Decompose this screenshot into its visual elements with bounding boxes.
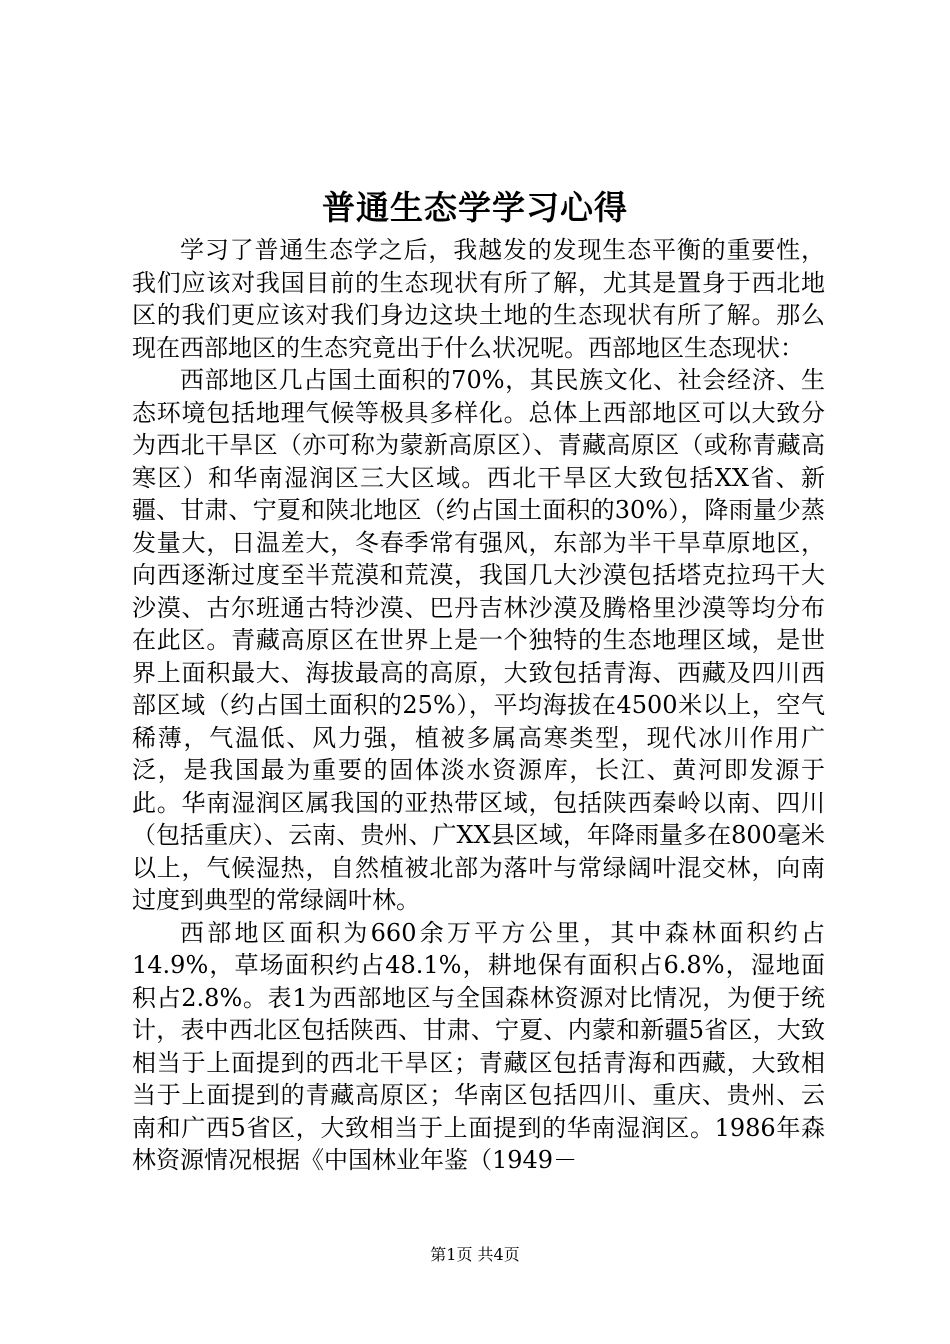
paragraph-land-area: 西部地区面积为660余万平方公里，其中森林面积约占14.9%，草场面积约占48.1%，耕地保有面积占6.8%，湿地面积占2.8%。表1为西部地区与全国森林资源对比情况，为便于统计，表中西北区包括陕西、甘肃、宁夏、内蒙和新疆5省区，大致相当于上面提到的西北干旱区；青藏区包括青海和西藏，大致相当于上面提到的青藏高原区；华南区包括四川、重庆、贵州、云南和广西5省区，大致相当于上面提到的华南湿润区。1986年森林资源情况根据《中国林业年鉴（1949－ bbox=[132, 918, 825, 1174]
document-title: 普通生态学学习心得 bbox=[322, 188, 628, 227]
page-footer: 第1页 共4页 bbox=[430, 1245, 520, 1264]
paragraph-western-regions: 西部地区几占国土面积的70%，其民族文化、社会经济、生态环境包括地理气候等极具多样化。总体上西部地区可以大致分为西北干旱区（亦可称为蒙新高原区）、青藏高原区（或称青藏高寒区）和华南湿润区三大区域。西北干旱区大致包括XX省、新疆、甘肃、宁夏和陕北地区（约占国土面积的30%），降雨量少蒸发量大，日温差大，冬春季常有强风，东部为半干旱草原地区，向西逐渐过度至半荒漠和荒漠，我国几大沙漠包括塔克拉玛干大沙漠、古尔班通古特沙漠、巴丹吉林沙漠及腾格里沙漠等均分布在此区。青藏高原区在世界上是一个独特的生态地理区域，是世界上面积最大、海拔最高的高原，大致包括青海、西藏及四川西部区域（约占国土面积的25%），平均海拔在4500米以上，空气稀薄，气温低、风力强，植被多属高寒类型，现代冰川作用广泛，是我国最为重要的固体淡水资源库，长江、黄河即发源于此。华南湿润区属我国的亚热带区域，包括陕西秦岭以南、四川（包括重庆）、云南、贵州、广XX县区域，年降雨量多在800毫米以上，气候湿热，自然植被北部为落叶与常绿阔叶混交林，向南过度到典型的常绿阔叶林。 bbox=[132, 366, 825, 914]
document-body bbox=[132, 234, 825, 1177]
paragraph-intro: 学习了普通生态学之后，我越发的发现生态平衡的重要性，我们应该对我国目前的生态现状有所了解，尤其是置身于西北地区的我们更应该对我们身边这块土地的生态现状有所了解。那么现在西部地区的生态究竟出于什么状况呢。西部地区生态现状： bbox=[132, 236, 825, 362]
